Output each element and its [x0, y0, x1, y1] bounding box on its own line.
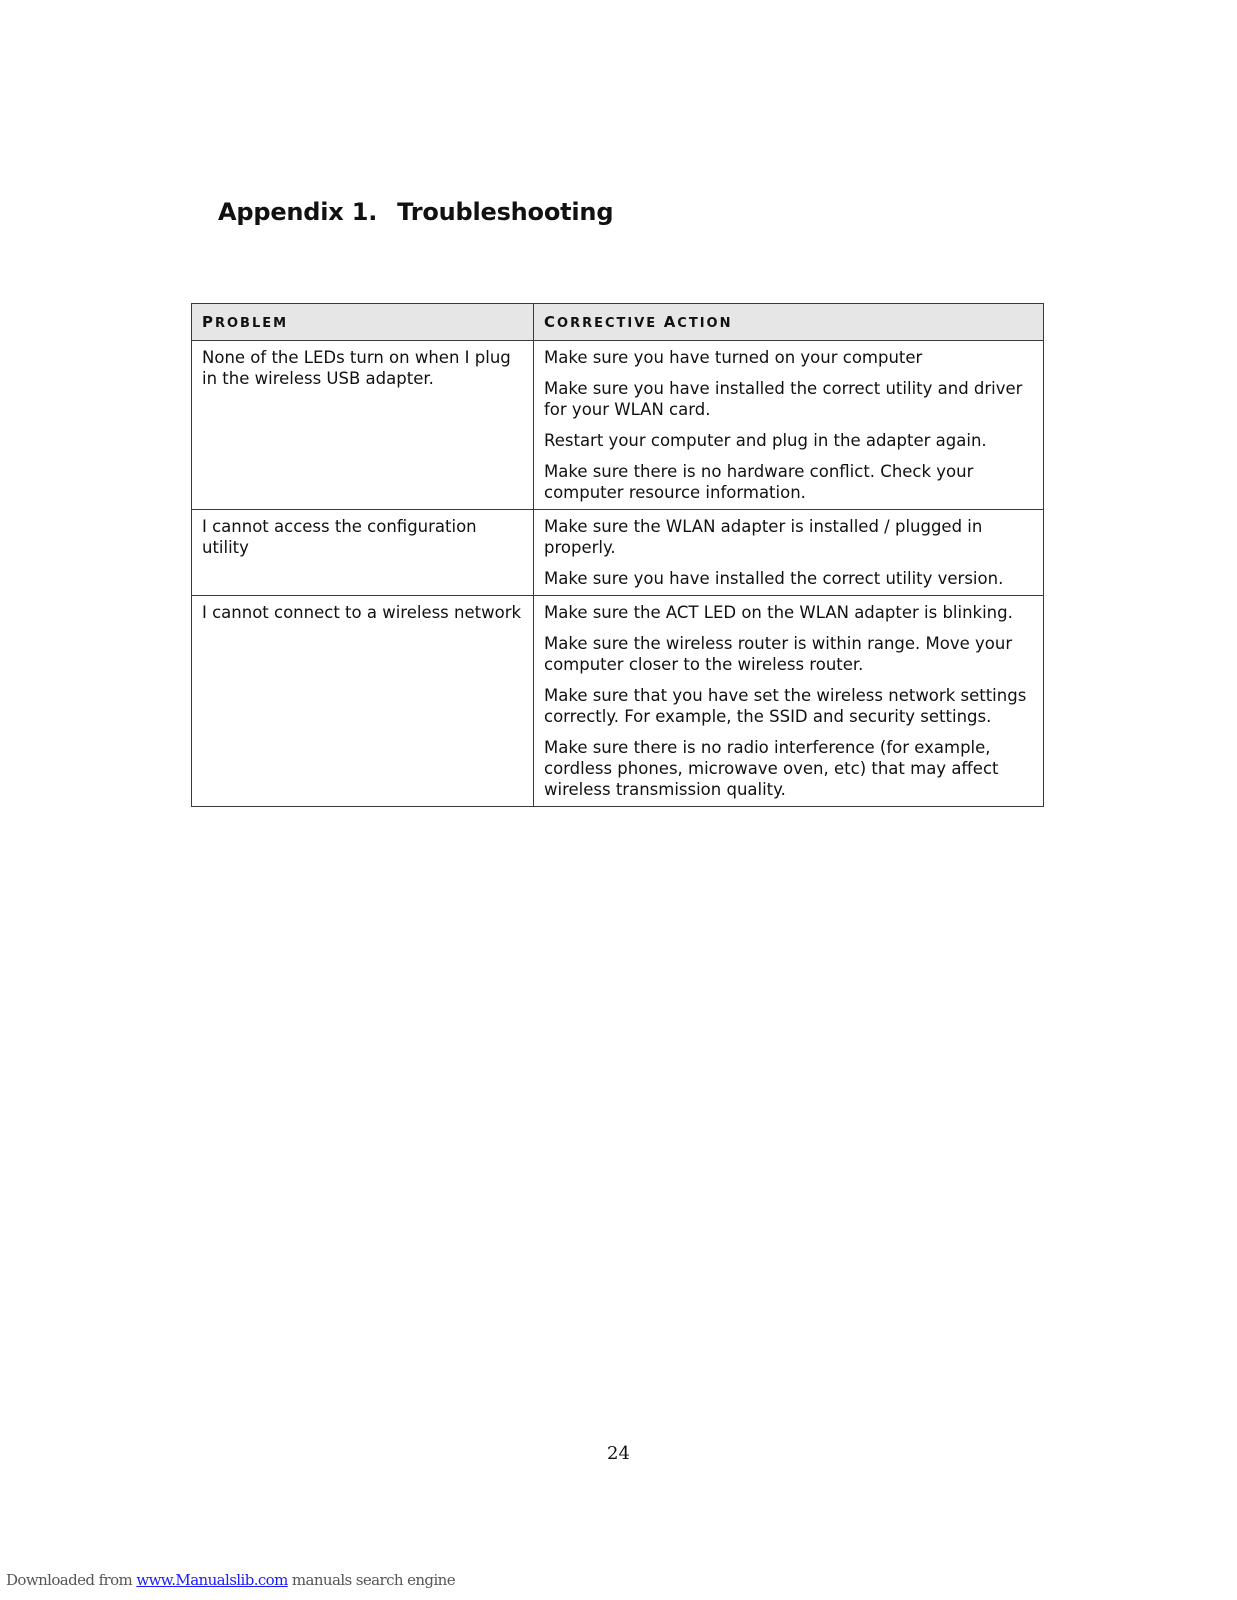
footer-prefix: Downloaded from: [6, 1571, 137, 1589]
action-item: Restart your computer and plug in the adapter again.: [544, 431, 987, 450]
page-number: 24: [607, 1443, 630, 1464]
action-item: Make sure you have installed the correct utility and driver for your WLAN card.: [544, 379, 1023, 419]
table-row: [192, 596, 1044, 807]
corrective-action-column-header: CORRECTIVE ACTION: [534, 304, 1044, 341]
table-row: [192, 341, 1044, 510]
problem-cell: None of the LEDs turn on when I plug in the wireless USB adapter.: [192, 341, 534, 510]
appendix-number: Appendix 1.: [218, 198, 378, 226]
action-cell: [534, 341, 1044, 510]
footer-suffix: manuals search engine: [287, 1571, 455, 1589]
action-item: Make sure you have turned on your computer: [544, 348, 923, 367]
table-row: [192, 510, 1044, 596]
table-header-row: [192, 304, 1044, 341]
action-item: Make sure there is no hardware conflict. Check your computer resource information.: [544, 462, 974, 502]
action-cell: [534, 596, 1044, 807]
action-item: Make sure the WLAN adapter is installed / plugged in properly.: [544, 517, 983, 557]
problem-cell: I cannot access the configuration utility: [192, 510, 534, 596]
download-footer: [6, 1571, 455, 1589]
problem-cell: I cannot connect to a wireless network: [192, 596, 534, 807]
manualslib-link[interactable]: www.Manualslib.com: [136, 1571, 288, 1589]
action-cell: [534, 510, 1044, 596]
page-heading: [218, 198, 613, 226]
action-item: Make sure you have installed the correct utility version.: [544, 569, 1004, 588]
action-item: Make sure that you have set the wireless network settings correctly. For example, the SSID and security settings.: [544, 686, 1027, 726]
action-item: Make sure the ACT LED on the WLAN adapter is blinking.: [544, 603, 1013, 622]
troubleshooting-table: [191, 303, 1044, 807]
action-item: Make sure there is no radio interference (for example, cordless phones, microwave oven, etc) that may affect wireless transmission quality.: [544, 738, 999, 799]
problem-column-header: PROBLEM: [192, 304, 534, 341]
appendix-title: Troubleshooting: [397, 198, 614, 226]
action-item: Make sure the wireless router is within range. Move your computer closer to the wireless router.: [544, 634, 1013, 674]
